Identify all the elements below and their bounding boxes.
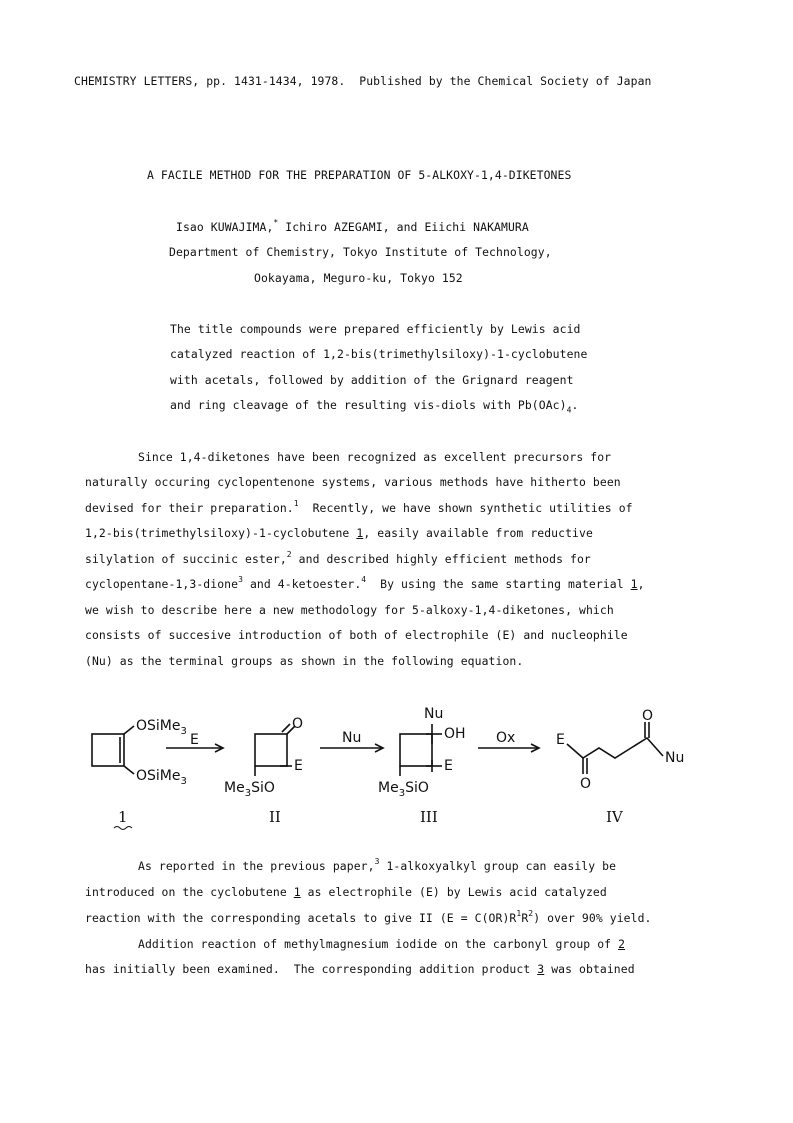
text: and 4-ketoester. xyxy=(243,577,362,591)
text: was obtained xyxy=(544,962,635,976)
affiliation-line-2: Ookayama, Meguro-ku, Tokyo 152 xyxy=(254,271,463,285)
text: 1-alkoxyalkyl group can easily be xyxy=(379,859,617,873)
body-p1-line-8: consists of succesive introduction of both of electrophile (E) and nucleophile xyxy=(85,628,628,642)
e-group-iv: E xyxy=(556,732,565,748)
e-group-iii: E xyxy=(444,758,453,774)
cyclobutane-ring xyxy=(400,734,432,766)
me3sio-iii: $Me_3SiO$ xyxy=(378,780,429,799)
body-p1-line-9: (Nu) as the terminal groups as shown in the following equation. xyxy=(85,654,524,668)
body-p2-line-3 xyxy=(85,911,652,925)
body-p3-line-2 xyxy=(85,962,635,976)
oh-group: OH xyxy=(444,726,466,742)
compound-number: 1 xyxy=(630,577,638,591)
abstract-subscript: 4 xyxy=(566,405,572,415)
carbonyl-bond-2 xyxy=(282,724,290,732)
abstract-line-1: The title compounds were prepared efficiently by Lewis acid xyxy=(170,322,581,336)
text: cyclopentane-1,3-dione xyxy=(85,577,239,591)
label-compound-IV: IV xyxy=(606,808,623,826)
text: ) over 90% yield. xyxy=(533,911,652,925)
text: has initially been examined. The corresponding addition product xyxy=(85,962,538,976)
reagent-nu: Nu xyxy=(342,730,362,746)
text: introduced on the cyclobutene xyxy=(85,885,294,899)
nu-group-iv: Nu xyxy=(665,750,685,766)
compound-number: 1 xyxy=(356,526,364,540)
body-p3-line-1 xyxy=(138,937,625,951)
nu-group: Nu xyxy=(424,706,444,722)
body-p1-line-2: naturally occuring cyclopentenone systems, various methods have hitherto been xyxy=(85,475,621,489)
reference-mark: 2 xyxy=(286,550,292,560)
compound-number: 2 xyxy=(618,937,626,951)
text: R xyxy=(521,911,529,925)
carbonyl-o: O xyxy=(292,716,304,732)
reference-mark: 3 xyxy=(238,575,243,585)
text: as electrophile (E) by Lewis acid catalyzed xyxy=(300,885,607,899)
corresponding-mark: * xyxy=(273,218,279,228)
superscript: 2 xyxy=(528,909,534,919)
reference-mark: 1 xyxy=(293,499,299,509)
other-authors: Ichiro AZEGAMI, and Eiichi NAKAMURA xyxy=(278,220,529,234)
superscript: 1 xyxy=(516,909,522,919)
abstract-text: and ring cleavage of the resulting vis-diols with Pb(OAc) xyxy=(170,398,567,412)
text: Addition reaction of methylmagnesium iodide on the carbonyl group of xyxy=(138,937,619,951)
label-compound-II: II xyxy=(269,808,281,826)
compound-number: 1 xyxy=(293,885,301,899)
author-line xyxy=(176,220,529,234)
text: , easily available from reductive xyxy=(363,526,593,540)
reagent-ox: Ox xyxy=(496,730,516,746)
text: As reported in the previous paper, xyxy=(138,859,375,873)
compound-number: 3 xyxy=(537,962,545,976)
text: , xyxy=(637,577,645,591)
body-p1-line-3 xyxy=(85,501,633,515)
abstract-line-3: with acetals, followed by addition of the Grignard reagent xyxy=(170,373,574,387)
abstract-line-2: catalyzed reaction of 1,2-bis(trimethylsiloxy)-1-cyclobutene xyxy=(170,347,588,361)
abstract-period: . xyxy=(571,398,579,412)
substituent-e: E xyxy=(294,758,303,774)
body-p2-line-1 xyxy=(138,859,616,873)
body-p1-line-7: we wish to describe here a new methodology for 5-alkoxy-1,4-diketones, which xyxy=(85,603,614,617)
body-p2-line-2 xyxy=(85,885,607,899)
osime3-top: OSiMe$_3$ xyxy=(136,718,187,737)
me3sio-ii: $Me_3SiO$ xyxy=(224,780,275,799)
author-1: Isao KUWAJIMA, xyxy=(176,220,274,234)
text: devised for their preparation. xyxy=(85,501,294,515)
label-1-underline xyxy=(114,827,132,830)
affiliation-line-1: Department of Chemistry, Tokyo Institute of Technology, xyxy=(169,245,552,259)
reference-mark: 4 xyxy=(361,575,367,585)
text: silylation of succinic ester, xyxy=(85,552,287,566)
cyclobutene-ring xyxy=(92,734,124,766)
running-head: CHEMISTRY LETTERS, pp. 1431-1434, 1978. Published by the Chemical Society of Japan xyxy=(74,74,652,88)
abstract-line-4 xyxy=(170,398,579,415)
osime3-bottom: OSiMe$_3$ xyxy=(136,768,187,787)
bond-top xyxy=(124,726,134,734)
text: reaction with the corresponding acetals to give II (E = C(OR)R xyxy=(85,911,517,925)
body-p1-line-4 xyxy=(85,526,593,540)
diketone-chain xyxy=(567,738,663,758)
text: By using the same starting material xyxy=(366,577,631,591)
body-p1-line-5 xyxy=(85,552,591,566)
reference-mark: 3 xyxy=(374,857,380,867)
reagent-e: E xyxy=(190,732,199,748)
bond-bottom xyxy=(124,766,134,774)
cyclobutanone-ring xyxy=(255,734,287,766)
carbonyl-o-lower: O xyxy=(580,776,592,792)
reaction-scheme xyxy=(80,700,720,840)
reaction-scheme-drawing xyxy=(80,700,720,840)
body-p1-line-6 xyxy=(85,577,645,591)
body-p1-line-1: Since 1,4-diketones have been recognized as excellent precursors for xyxy=(138,450,612,464)
paper-title: A FACILE METHOD FOR THE PREPARATION OF 5-ALKOXY-1,4-DIKETONES xyxy=(147,168,572,182)
text: 1,2-bis(trimethylsiloxy)-1-cyclobutene xyxy=(85,526,357,540)
text: Recently, we have shown synthetic utilities of xyxy=(298,501,633,515)
label-compound-III: III xyxy=(420,808,438,826)
text: and described highly efficient methods for xyxy=(291,552,591,566)
label-compound-1: 1 xyxy=(118,808,128,826)
carbonyl-o-upper: O xyxy=(642,708,654,724)
